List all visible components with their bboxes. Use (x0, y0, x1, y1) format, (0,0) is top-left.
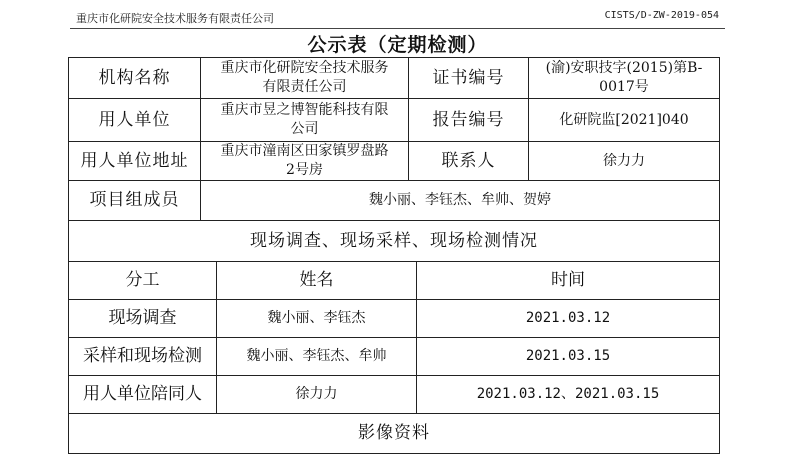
row-name: 魏小丽、李钰杰 (217, 300, 417, 338)
col-division-header: 分工 (69, 262, 217, 300)
row-address (69, 142, 720, 181)
section-survey-title: 现场调查、现场采样、现场检测情况 (69, 221, 720, 262)
contact-value: 徐力力 (529, 142, 720, 181)
row-section-survey (69, 221, 720, 262)
row-division: 用人单位陪同人 (69, 376, 217, 414)
report-value: 化研院监[2021]040 (529, 99, 720, 142)
header-company: 重庆市化研院安全技术服务有限责任公司 (76, 12, 274, 25)
address-value: 重庆市潼南区田家镇罗盘路2号房 (201, 142, 409, 181)
cert-label: 证书编号 (409, 58, 529, 99)
row-division: 采样和现场检测 (69, 338, 217, 376)
publicity-table (68, 57, 720, 454)
col-name-header: 姓名 (217, 262, 417, 300)
header-divider (70, 28, 725, 29)
page-title: 公示表（定期检测） (307, 34, 488, 56)
row-name: 魏小丽、李钰杰、牟帅 (217, 338, 417, 376)
row-time: 2021.03.12、2021.03.15 (417, 376, 720, 414)
cert-value: (渝)安职技字(2015)第B-0017号 (529, 58, 720, 99)
row-org (69, 58, 720, 99)
members-label: 项目组成员 (69, 181, 201, 221)
row-name: 徐力力 (217, 376, 417, 414)
report-label: 报告编号 (409, 99, 529, 142)
employer-label: 用人单位 (69, 99, 201, 142)
row-members (69, 181, 720, 221)
address-label: 用人单位地址 (69, 142, 201, 181)
table-row (69, 300, 720, 338)
row-employer (69, 99, 720, 142)
row-time: 2021.03.15 (417, 338, 720, 376)
row-column-headers (69, 262, 720, 300)
col-time-header: 时间 (417, 262, 720, 300)
contact-label: 联系人 (409, 142, 529, 181)
row-time: 2021.03.12 (417, 300, 720, 338)
table-row (69, 376, 720, 414)
section-images-title: 影像资料 (69, 414, 720, 454)
members-value: 魏小丽、李钰杰、牟帅、贺婷 (201, 181, 720, 221)
row-division: 现场调查 (69, 300, 217, 338)
employer-value: 重庆市昱之博智能科技有限公司 (201, 99, 409, 142)
org-value: 重庆市化研院安全技术服务有限责任公司 (201, 58, 409, 99)
header-doc-code: CISTS/D-ZW-2019-054 (604, 10, 719, 21)
row-section-images (69, 414, 720, 454)
table-row (69, 338, 720, 376)
org-label: 机构名称 (69, 58, 201, 99)
